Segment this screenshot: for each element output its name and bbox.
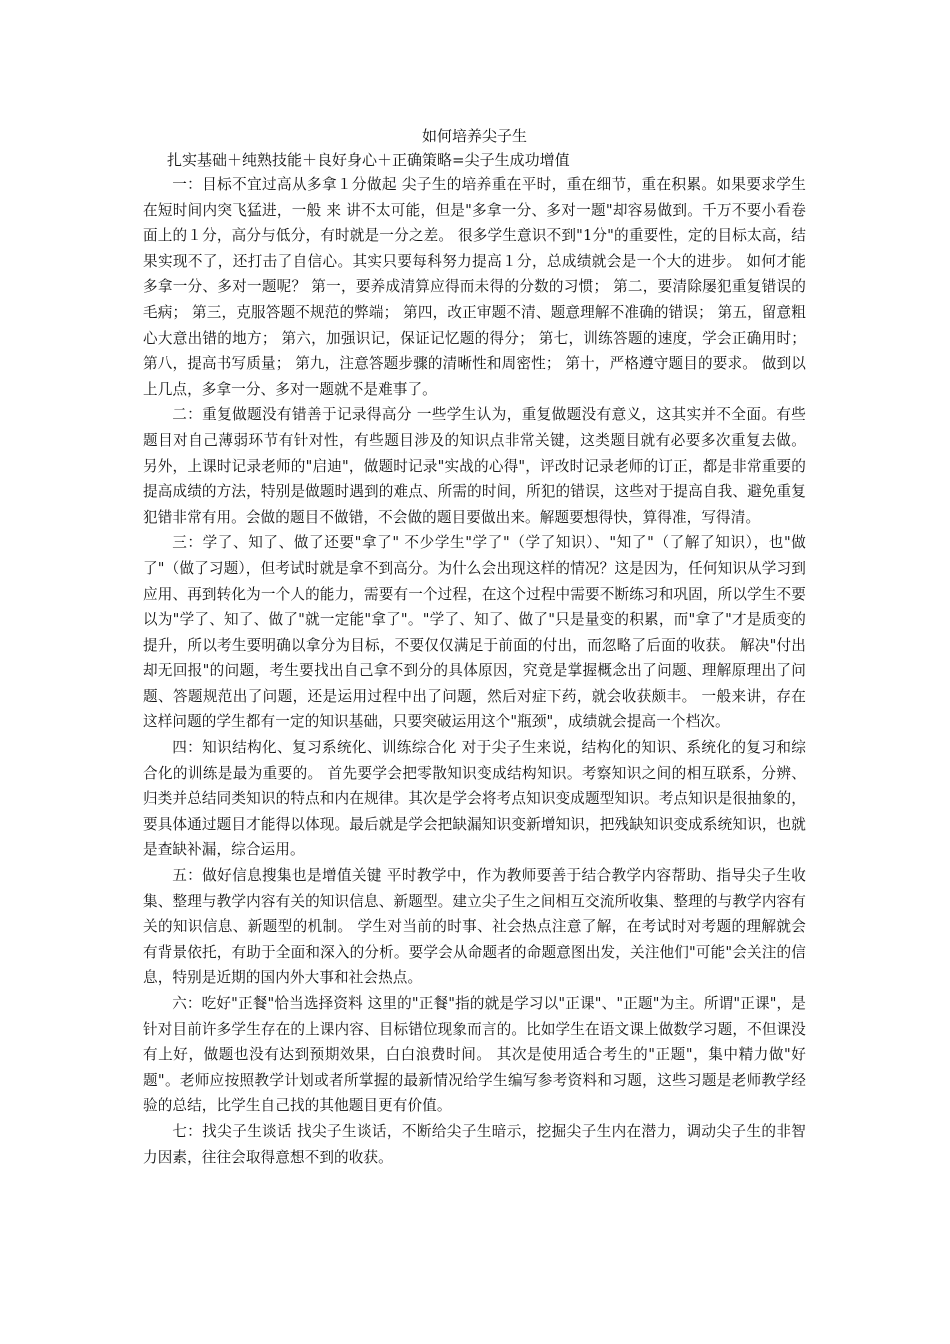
- document-body: [143, 124, 806, 1170]
- page-title: 如何培养尖子生: [421, 127, 527, 145]
- paragraph-2: 二：重复做题没有错善于记录得高分 一些学生认为，重复做题没有意义，这其实并不全面。有些题目对自己薄弱环节有针对性，有些题目涉及的知识点非常关键，这类题目就有必要多次重复去做。 另外，上课时记录老师的"启迪"，做题时记录"实战的心得"，评改时记录老师的订正，都是非常重要的提高成绩的方法，特别是做题时遇到的难点、所需的时间，所犯的错误，这些对于提高自我、避免重复犯错非常有用。会做的题目不做错，不会做的题目要做出来。解题要想得快，算得准，写得清。: [143, 406, 806, 526]
- paragraph-7: 七：找尖子生谈话 找尖子生谈话，不断给尖子生暗示，挖掘尖子生内在潜力，调动尖子生的非智力因素，往往会取得意想不到的收获。: [143, 1122, 806, 1166]
- paragraph-6: 六：吃好"正餐"恰当选择资料 这里的"正餐"指的就是学习以"正课"、"正题"为主。所谓"正课"，是针对目前许多学生存在的上课内容、目标错位现象而言的。比如学生在语文课上做数学习题，不但课没有上好，做题也没有达到预期效果，白白浪费时间。 其次是使用适合考生的"正题"，集中精力做"好题"。老师应按照教学计划或者所掌握的最新情况给学生编写参考资料和习题，这些习题是老师教学经验的总结，比学生自己找的其他题目更有价值。: [143, 995, 806, 1115]
- paragraph-1: 一：目标不宜过高从多拿１分做起 尖子生的培养重在平时，重在细节，重在积累。如果要求学生在短时间内突飞猛进，一般 来 讲不太可能，但是"多拿一分、多对一题"却容易做到。千万不要小看卷面上的１分，高分与低分，有时就是一分之差。 很多学生意识不到"1分"的重要性，定的目标太高，结果实现不了，还打击了自信心。其实只要每科努力提高１分，总成绩就会是一个大的进步。 如何才能多拿一分、多对一题呢？ 第一，要养成清算应得而未得的分数的习惯； 第二，要清除屡犯重复错误的毛病； 第三，克服答题不规范的弊端； 第四，改正审题不清、题意理解不准确的错误； 第五，留意粗心大意出错的地方； 第六，加强识记，保证记忆题的得分； 第七，训练答题的速度，学会正确用时； 第八，提高书写质量； 第九，注意答题步骤的清晰性和周密性； 第十，严格遵守题目的要求。 做到以上几点，多拿一分、多对一题就不是难事了。: [143, 176, 806, 398]
- paragraph-5: 五：做好信息搜集也是增值关键 平时教学中，作为教师要善于结合教学内容帮助、指导尖子生收集、整理与教学内容有关的知识信息、新题型。建立尖子生之间相互交流所收集、整理的与教学内容有关的知识信息、新题型的机制。 学生对当前的时事、社会热点注意了解，在考试时对考题的理解就会有背景依托，有助于全面和深入的分析。要学会从命题者的命题意图出发，关注他们"可能"会关注的信息，特别是近期的国内外大事和社会热点。: [143, 867, 806, 987]
- page-subtitle: 扎实基础＋纯熟技能＋良好身心＋正确策略=尖子生成功增值: [167, 151, 570, 169]
- paragraph-4: 四：知识结构化、复习系统化、训练综合化 对于尖子生来说，结构化的知识、系统化的复习和综合化的训练是最为重要的。 首先要学会把零散知识变成结构知识。考察知识之间的相互联系，分辨、归类并总结同类知识的特点和内在规律。其次是学会将考点知识变成题型知识。考点知识是很抽象的，要具体通过题目才能得以体现。最后就是学会把缺漏知识变新增知识，把残缺知识变成系统知识，也就是查缺补漏，综合运用。: [143, 739, 806, 859]
- paragraph-3: 三：学了、知了、做了还要"拿了" 不少学生"学了"（学了知识）、"知了"（了解了知识），也"做了"（做了习题），但考试时就是拿不到高分。为什么会出现这样的情况？这是因为，任何知识从学习到应用、再到转化为一个人的能力，需要有一个过程，在这个过程中需要不断练习和巩固，所以学生不要以为"学了、知了、做了"就一定能"拿了"。"学了、知了、做了"只是量变的积累，而"拿了"才是质变的提升，所以考生要明确以拿分为目标，不要仅仅满足于前面的付出，而忽略了后面的收获。 解决"付出却无回报"的问题，考生要找出自己拿不到分的具体原因，究竟是掌握概念出了问题、理解原理出了问题、答题规范出了问题，还是运用过程中出了问题，然后对症下药，就会收获颇丰。 一般来讲，存在这样问题的学生都有一定的知识基础，只要突破运用这个"瓶颈"，成绩就会提高一个档次。: [143, 534, 806, 731]
